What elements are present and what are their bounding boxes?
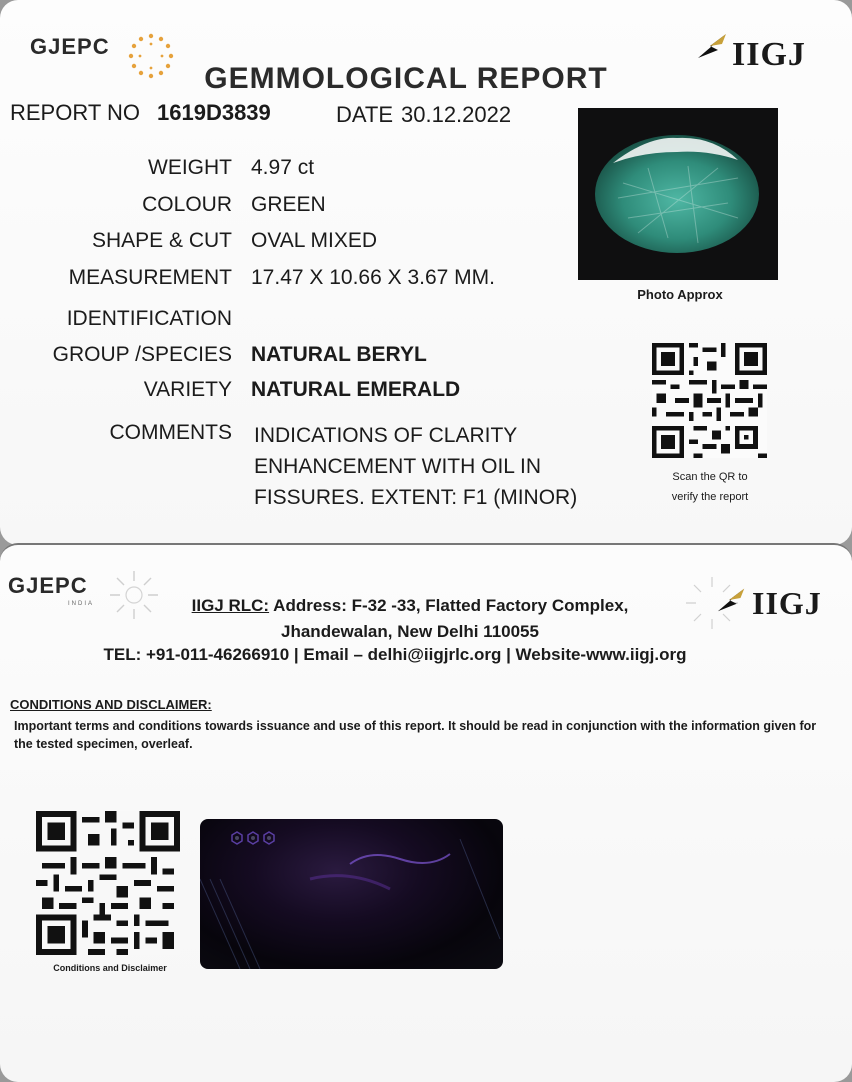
date-label: DATE	[336, 102, 394, 127]
comments-label: COMMENTS	[109, 421, 232, 444]
iigj-logo	[682, 573, 832, 633]
qr-code-icon	[36, 811, 180, 955]
emerald-image	[578, 108, 778, 280]
comments-line: ENHANCEMENT WITH OIL IN	[254, 455, 542, 478]
identification-label: IDENTIFICATION	[66, 307, 232, 330]
measurement-label: MEASUREMENT	[68, 266, 232, 289]
comments-value	[254, 420, 594, 513]
colour-label: COLOUR	[142, 193, 232, 216]
report-no-label: REPORT NO	[10, 100, 140, 125]
group-species-label: GROUP /SPECIES	[52, 343, 232, 366]
photo-caption: Photo Approx	[637, 287, 723, 302]
group-species-value: NATURAL BERYL	[251, 343, 427, 366]
iigj-logo-text: IIGJ	[732, 36, 806, 73]
address-text: Address: F-32 -33, Flatted Factory Complex,	[269, 596, 629, 615]
report-no-value: 1619D3839	[157, 100, 271, 125]
shape-cut-value: OVAL MIXED	[251, 229, 378, 252]
hologram-sticker	[200, 819, 503, 969]
conditions-body: Important terms and conditions towards issuance and use of this report. It should be read in conjunction with the information given for the tested specimen, overleaf.	[14, 719, 817, 751]
variety-value: NATURAL EMERALD	[251, 378, 461, 401]
comments-line: INDICATIONS OF CLARITY	[254, 424, 518, 447]
variety-label: VARIETY	[143, 378, 232, 401]
date-value: 30.12.2022	[401, 102, 512, 127]
report-card-back	[0, 543, 852, 1082]
iigj-logo-text: IIGJ	[752, 585, 822, 621]
conditions-qr-code[interactable]	[36, 811, 180, 955]
address-line: Jhandewalan, New Delhi 110055	[281, 622, 539, 641]
qr-code-icon	[652, 343, 767, 458]
report-title: GEMMOLOGICAL REPORT	[204, 62, 608, 95]
gjepc-logo-subtext: INDIA	[68, 601, 95, 607]
conditions-title: CONDITIONS AND DISCLAIMER:	[10, 697, 212, 712]
address-block	[130, 593, 690, 645]
qr-caption: Conditions and Disclaimer	[53, 963, 167, 973]
colour-value: GREEN	[251, 193, 326, 216]
hologram-image	[200, 819, 503, 969]
qr-caption-line: Scan the QR to	[672, 471, 748, 483]
verify-qr-code[interactable]	[652, 343, 767, 458]
qr-caption-line: verify the report	[671, 491, 749, 503]
weight-label: WEIGHT	[148, 156, 232, 179]
contact-line: TEL: +91-011-46266910 | Email – delhi@iigjrlc.org | Website-www.iigj.org	[103, 645, 687, 664]
comments-line: FISSURES. EXTENT: F1 (MINOR)	[254, 486, 578, 509]
measurement-value: 17.47 X 10.66 X 3.67 MM.	[251, 266, 495, 289]
qr-caption	[640, 467, 780, 507]
arrow-logo-icon	[696, 28, 730, 62]
address-line	[130, 593, 690, 619]
gjepc-logo-text: GJEPC	[30, 34, 110, 59]
address-label: IIGJ RLC:	[191, 596, 270, 615]
arrow-logo-icon	[716, 583, 748, 615]
weight-value: 4.97 ct	[251, 156, 315, 179]
gem-photo	[578, 108, 778, 280]
gjepc-logo-text: GJEPC	[8, 573, 88, 598]
shape-cut-label: SHAPE & CUT	[91, 229, 232, 252]
